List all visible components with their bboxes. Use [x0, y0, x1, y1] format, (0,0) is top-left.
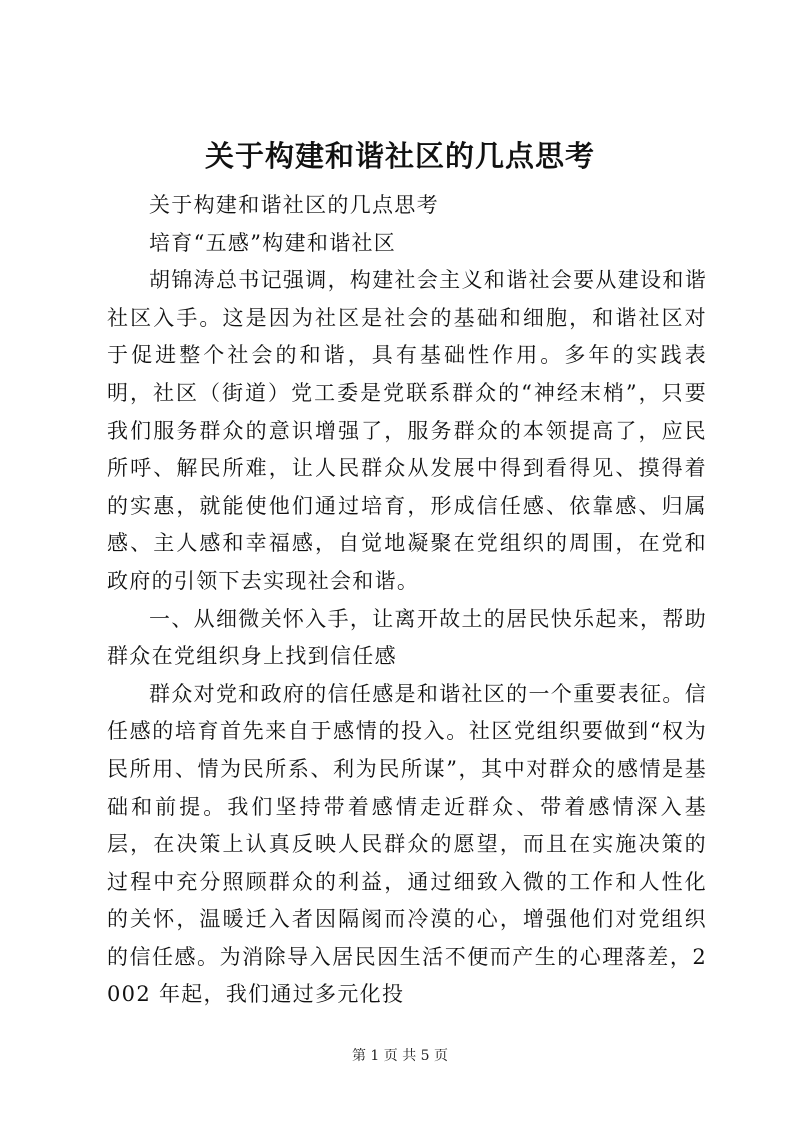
section-one-heading: 一、从细微关怀入手，让离开故土的居民快乐起来，帮助群众在党组织身上找到信任感 [107, 606, 707, 669]
section-heading-paragraph: 培育“五感”构建和谐社区 [149, 230, 397, 255]
section-one-paragraph: 群众对党和政府的信任感是和谐社区的一个重要表征。信任感的培育首先来自于感情的投入。社区党组织要做到“权为民所用、情为民所系、利为民所谋”，其中对群众的感情是基础和前提。我们坚持带着感情走近群众、带着感情深入基层，在决策上认真反映人民群众的愿望，而且在实施决策的过程中充分照顾群众的利益，通过细致入微的工作和人性化的关怀，温暖迁入者因隔阂而冷漠的心，增强他们对党组织的信任感。为消除导入居民因生活不便而产生的心理落差，2002 年起，我们通过多元化投 [107, 681, 707, 1007]
subtitle-paragraph: 关于构建和谐社区的几点思考 [149, 193, 439, 217]
document-body [107, 187, 707, 1014]
intro-paragraph: 胡锦涛总书记强调，构建社会主义和谐社会要从建设和谐社区入手。这是因为社区是社会的基础和细胞，和谐社区对于促进整个社会的和谐，具有基础性作用。多年的实践表明，社区（街道）党工委是党联系群众的“神经末梢”，只要我们服务群众的意识增强了，服务群众的本领提高了，应民所呼、解民所难，让人民群众从发展中得到看得见、摸得着的实惠，就能使他们通过培育，形成信任感、依靠感、归属感、主人感和幸福感，自觉地凝聚在党组织的周围，在党和政府的引领下去实现社会和谐。 [107, 268, 707, 593]
page-number-footer: 第 1 页 共 5 页 [351, 1048, 449, 1064]
document-title: 关于构建和谐社区的几点思考 [204, 139, 595, 173]
